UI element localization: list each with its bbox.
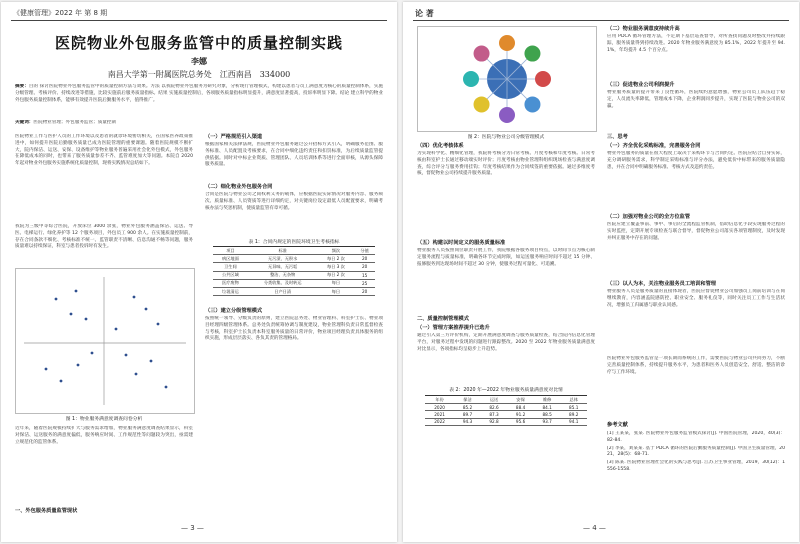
table-cell: 医疗废物	[213, 279, 248, 287]
table-1-header-cell: 项目	[213, 247, 248, 255]
table-1-caption: 表 1：合同内规定的医院环境卫生考核指标	[248, 240, 340, 245]
table-2-caption: 表 2：2020 年—2022 年物业服务质量满意度对比情	[449, 388, 563, 393]
table-cell: 整洁、无杂物	[248, 271, 318, 279]
table-cell: 每日 2 次	[318, 271, 355, 279]
result-b-body: 物业服务质量的提升带来了良性循环，医院续约意愿增强，物业公司员工队伍趋于稳定，人员流失率降低，管理成本下降，企业利润同步提升，实现了医院与物业公司的双赢。	[607, 90, 785, 109]
keywords	[15, 120, 383, 128]
table-cell: 2020	[425, 404, 454, 411]
section3a-heading: （一）齐全优化采购标准，完善服务合同	[607, 143, 701, 149]
result-a-body: 应用 PDCA 循环管理方法，不定期下基层巡查督导，对所查找问题及时整改并持续跟踪，服务质量得到持续改进。2020 年物业服务满意度为 85.1%，2022 年提升至 94.1%，年均提升 4.5 个百分点。	[607, 34, 785, 53]
left-page	[1, 2, 397, 542]
header-rule	[413, 20, 789, 21]
table-cell: 2022	[425, 418, 454, 425]
diagram-ring	[463, 35, 551, 123]
intro-paragraph: 医院物业工作与医护人员的工作环境以及患者的就诊环境密切相关，在国家医养政策推进中，如何提升医院后勤服务质量已成为医院管理的重要课题。随着医院规模不断扩大，院内保洁、运送、安保、设备维护等物业服务普遍采用社会化外包模式，外包服务在降低成本的同时，也带来了服务质量参差不齐、监管难度加大等问题。本院自 2020 年起对物业外包服务实施系统化质量控制，现将实践情况总结如下。	[15, 134, 193, 167]
table-cell: 89.2	[560, 411, 587, 418]
header-rule	[11, 20, 387, 21]
section3b-heading: （二）加强对物业公司的全方位监管	[607, 214, 691, 220]
table-cell: 卫生间	[213, 263, 248, 271]
right-page	[403, 2, 799, 542]
table-row	[425, 418, 587, 425]
section-b-heading: （二）细化物业外包服务合同	[205, 184, 273, 190]
result-b-heading: （三）促进物业公司利润提升	[607, 82, 675, 88]
section-d-heading: （四）优化考核体系	[417, 143, 464, 149]
table-cell: 每日	[318, 287, 355, 295]
scatter-point	[157, 323, 160, 326]
table-row	[213, 279, 375, 287]
conclusion-paragraph: 医院物业外包服务监管是一项长期而系统的工作，需要医院与物业公司共同努力，不断完善质量控制体系，持续提升服务水平，为患者和医务人员创造安全、舒适、整洁的诊疗与工作环境。	[607, 356, 785, 375]
table-cell: 92.8	[481, 418, 508, 425]
scatter-point	[77, 364, 80, 367]
table-cell: 无异味、无污垢	[248, 263, 318, 271]
scatter-point	[55, 298, 58, 301]
diagram-node	[499, 107, 515, 123]
scatter-point	[145, 308, 148, 311]
scatter-point	[75, 290, 78, 293]
right-page-number: — 4 —	[583, 524, 606, 532]
table-2-header-cell: 维修	[534, 396, 561, 404]
author-name: 李娜	[191, 56, 207, 66]
reference-item: [2] 李某，刘某某. 基于 PDCA 循环的医院后勤服务质量控制[J]. 中国卫生质量管理，2021，28(5)：68-71.	[607, 445, 785, 458]
reference-item: [1] 王某某，张某. 医院物业外包服务监管模式探讨[J]. 中国医院管理，2020，40(3)：82-84.	[607, 431, 785, 443]
table-1-header-cell: 标准	[248, 247, 318, 255]
scatter-point	[91, 352, 94, 355]
scatter-point	[45, 368, 48, 371]
table-cell: 20	[354, 287, 375, 295]
table-cell: 每日 3 次	[318, 263, 355, 271]
section-b-body: 合同是医院与物业公司之间权利义务的载体，应根据医院实际情况对服务内容、服务频次、质量标准、人员资质等进行详细约定，对关键岗位设定最低人员配置要求，明确考核办法与奖惩机制，使质量监管有章可循。	[205, 192, 383, 211]
table-row	[213, 263, 375, 271]
table-row	[213, 287, 375, 295]
table-cell: 无污渍、无积水	[248, 255, 318, 263]
diagram-node	[474, 96, 490, 112]
table-cell: 垃圾清运	[213, 287, 248, 295]
section2a-body: 通过引入第三方评价机构，定期开展满意度调查与服务质量检查，结合院内信息化管理平台，对服务过程中发现的问题进行跟踪整改。2020 至 2022 年物业服务质量满意度对比显示，各项指标均呈稳步上升趋势。	[417, 333, 595, 352]
table-cell: 89.7	[454, 411, 481, 418]
table-2	[425, 395, 587, 426]
section-a-heading: （一）严格规范引入渠道	[205, 134, 263, 140]
running-header: 《健康管理》2022 年 第 8 期	[13, 9, 108, 17]
figure-2-caption: 图 2：医院与物业公司分级管理模式	[467, 135, 545, 140]
abstract	[15, 84, 383, 118]
table-1-header-cell: 分值	[354, 247, 375, 255]
table-cell: 93.7	[534, 418, 561, 425]
section3c-heading: （三）以人为本，关注物业服务员工培训和管理	[607, 281, 716, 287]
table-row	[425, 411, 587, 418]
scatter-point	[165, 386, 168, 389]
table-row	[213, 271, 375, 279]
section2-heading: 二、质量控制管理模式	[417, 316, 469, 322]
section3-heading: 三、思考	[607, 134, 628, 140]
table-cell: 88.4	[507, 404, 534, 411]
author-affiliation: 南昌大学第一附属医院总务处 江西南昌 334000	[107, 70, 291, 79]
table-cell: 分类收集、及时转运	[248, 279, 318, 287]
table-cell: 87.3	[481, 411, 508, 418]
table-2-header-row	[425, 396, 587, 404]
scatter-point	[70, 313, 73, 316]
scatter-point	[115, 328, 118, 331]
table-cell: 94.3	[454, 418, 481, 425]
left-page-number: — 3 —	[181, 524, 204, 532]
management-diagram	[418, 27, 596, 131]
reference-item: [3] 陈某. 医院物业管理社会化的实践与思考[J]. 江苏卫生事业管理，2019，30(12)：1556-1558.	[607, 460, 785, 472]
table-1-header-cell: 频次	[318, 247, 355, 255]
table-1	[213, 246, 375, 296]
section2a-heading: （一）管理方案推荐提升已选升	[417, 325, 490, 331]
keywords-text: 医院物业管理；外包服务监管；质量控制	[33, 120, 117, 125]
section1-body: 我院为三级甲等综合医院，开放床位 3000 余张，物业外包服务涵盖保洁、运送、导医、电梯运行、绿化养护等 12 个服务项目，外包员工 900 余人。在实施质量控制前，存在合同条款不细化、考核标准不统一、监管职责不清晰、信息沟通不畅等问题，服务质量难以持续保证，科室与患者投诉时有发生。	[15, 224, 193, 250]
scatter-point	[150, 360, 153, 363]
scatter-point	[133, 296, 136, 299]
reference-list	[607, 431, 785, 475]
section-a-body: 根据国家相关法律法规，医院物业外包服务通过公开招标方式引入，明确服务范围、服务标准、人员配置及考核要求，在合同中细化违约责任和扣罚标准，为后续质量监管提供依据。同时对中标企业资质、管理团队、人员培训体系等进行全面审核，从源头保障服务质量。	[205, 142, 383, 168]
figure-1	[15, 268, 195, 414]
keywords-label: 关键词：	[15, 120, 34, 125]
table-2-body	[425, 404, 587, 426]
section-c-body: 按照统一领导、分级负责的原则，建立医院总务处、物业管理科、科室护士长、物业项目经理四级管理体系。总务处负责统筹协调与制度建设，物业管理科负责日常监督检查与考核，科室护士长负责本科室服务质量的日常评价，物业项目经理负责具体服务的组织实施，形成层层落实、各负其责的管理格局。	[205, 316, 383, 342]
table-row	[425, 404, 587, 411]
figure-2	[417, 26, 597, 132]
table-cell: 94.1	[560, 418, 587, 425]
references-heading: 参考文献	[607, 422, 628, 428]
table-cell: 15	[354, 271, 375, 279]
diagram-node	[463, 71, 479, 87]
table-cell: 88.5	[534, 411, 561, 418]
article-title: 医院物业外包服务监管中的质量控制实践	[54, 34, 343, 52]
table-cell: 84.1	[534, 404, 561, 411]
table-cell: 95.6	[507, 418, 534, 425]
table-cell: 20	[354, 263, 375, 271]
section-c-heading: （三）建立分级管理模式	[205, 308, 263, 314]
scatter-plot	[16, 269, 194, 413]
table-1-header-row	[213, 247, 375, 255]
table-cell: 每日	[318, 279, 355, 287]
section1-heading: 一、外包服务质量监管现状	[15, 508, 78, 514]
table-2-header-cell: 安保	[507, 396, 534, 404]
table-cell: 82.6	[481, 404, 508, 411]
scatter-points	[45, 290, 168, 389]
scatter-point	[135, 373, 138, 376]
table-cell: 25	[354, 279, 375, 287]
table-cell: 每日 2 次	[318, 255, 355, 263]
scatter-point	[125, 354, 128, 357]
table-cell: 2021	[425, 411, 454, 418]
section3a-body: 物业外包服务的质量在很大程度上取决于采购环节与合同约定。医院应结合自身实际，充分调研服务需求，科学制定采购标准与评分办法，避免低价中标带来的服务质量隐患，并在合同中明确服务标准、考核方式及违约责任。	[607, 151, 785, 170]
table-2-header-cell: 总体	[560, 396, 587, 404]
result-a-heading: （二）物业服务满意度持续升高	[607, 26, 680, 32]
diagram-node	[474, 46, 490, 62]
abstract-label: 摘要：	[15, 84, 29, 89]
figure-1-caption: 图 1：物业服务满意度调查问卷分析	[65, 417, 143, 422]
table-cell: 公共区域	[213, 271, 248, 279]
table-1-body	[213, 255, 375, 296]
diagram-node	[524, 46, 540, 62]
section-e-body: 物业服务人员按照岗位职责开展工作，我院根据各服务项目特点，以时间节点为核心制定服务流程与质量标准，明确各环节完成时限，如运送服务响应时间不超过 15 分钟、报修服务到达现场时间不超过 30 分钟，使服务过程可量化、可追溯。	[417, 248, 595, 267]
table-2-header-cell: 运送	[481, 396, 508, 404]
scatter-point	[60, 380, 63, 383]
abstract-text: 目的 探讨医院物业外包服务监管中的质量控制方法与效果。方法 以我院物业外包服务为研究对象，分析现行管理模式，构建以患者与员工满意度为核心的质量控制体系，实施分级管理、考核评价、持续改进等措施，比较实施前后服务质量指标。结果 实施质量控制后，各项服务质量指标明显提升，满意度显著提高，投诉率明显下降。结论 建立科学的物业外包服务质量控制体系，能够有效提升医院后勤服务水平，值得推广。	[15, 84, 383, 103]
section3b-body: 医院应建立覆盖事前、事中、事后的全流程监管机制，借助信息化手段实现服务过程的实时监控，定期开展专项检查与联合督导，督促物业公司落实各项管理制度，及时发现并纠正服务中存在的问题。	[607, 222, 785, 241]
table-cell: 91.2	[507, 411, 534, 418]
table-cell: 20	[354, 255, 375, 263]
table-cell: 日产日清	[248, 287, 318, 295]
diagram-node	[535, 71, 551, 87]
section3c-body: 物业服务人员是服务质量的直接体现者，医院应督促物业公司加强员工岗前培训与在岗继续教育，内容涵盖院感防控、职业安全、服务礼仪等，同时关注员工工作与生活状况，增强员工归属感与职业认同感。	[607, 289, 785, 308]
table-2-header-cell: 年份	[425, 396, 454, 404]
section-label: 论 著	[415, 9, 434, 18]
figure-1-discussion: 近年来，随着医院规模持续扩大与服务需求增加，物业服务满意度调查结果显示，科室对保洁、运送服务的满意度偏低，服务响应时间、工作规范性等问题较为突出，亟需建立规范化的监管体系。	[15, 426, 193, 445]
table-cell: 85.2	[454, 404, 481, 411]
table-cell: 85.1	[560, 404, 587, 411]
section-d-body: 为实现科学化、精细化管理，我院将考核分为日常考核、月度考核和年度考核。日常考核由科室护士长通过移动端实时评价；月度考核由物业管理科组织现场检查与满意度调查，综合评分与服务费用挂钩；年度考核结果作为合同续签的重要依据。通过多维度考核，督促物业公司持续提升服务质量。	[417, 151, 595, 177]
section-e-heading: （五）构建以时间定义的服务质量标准	[417, 240, 506, 246]
table-row	[213, 255, 375, 263]
scatter-point	[85, 318, 88, 321]
diagram-node	[499, 35, 515, 51]
diagram-node	[524, 96, 540, 112]
table-cell: 病区地面	[213, 255, 248, 263]
table-2-header-cell: 保洁	[454, 396, 481, 404]
